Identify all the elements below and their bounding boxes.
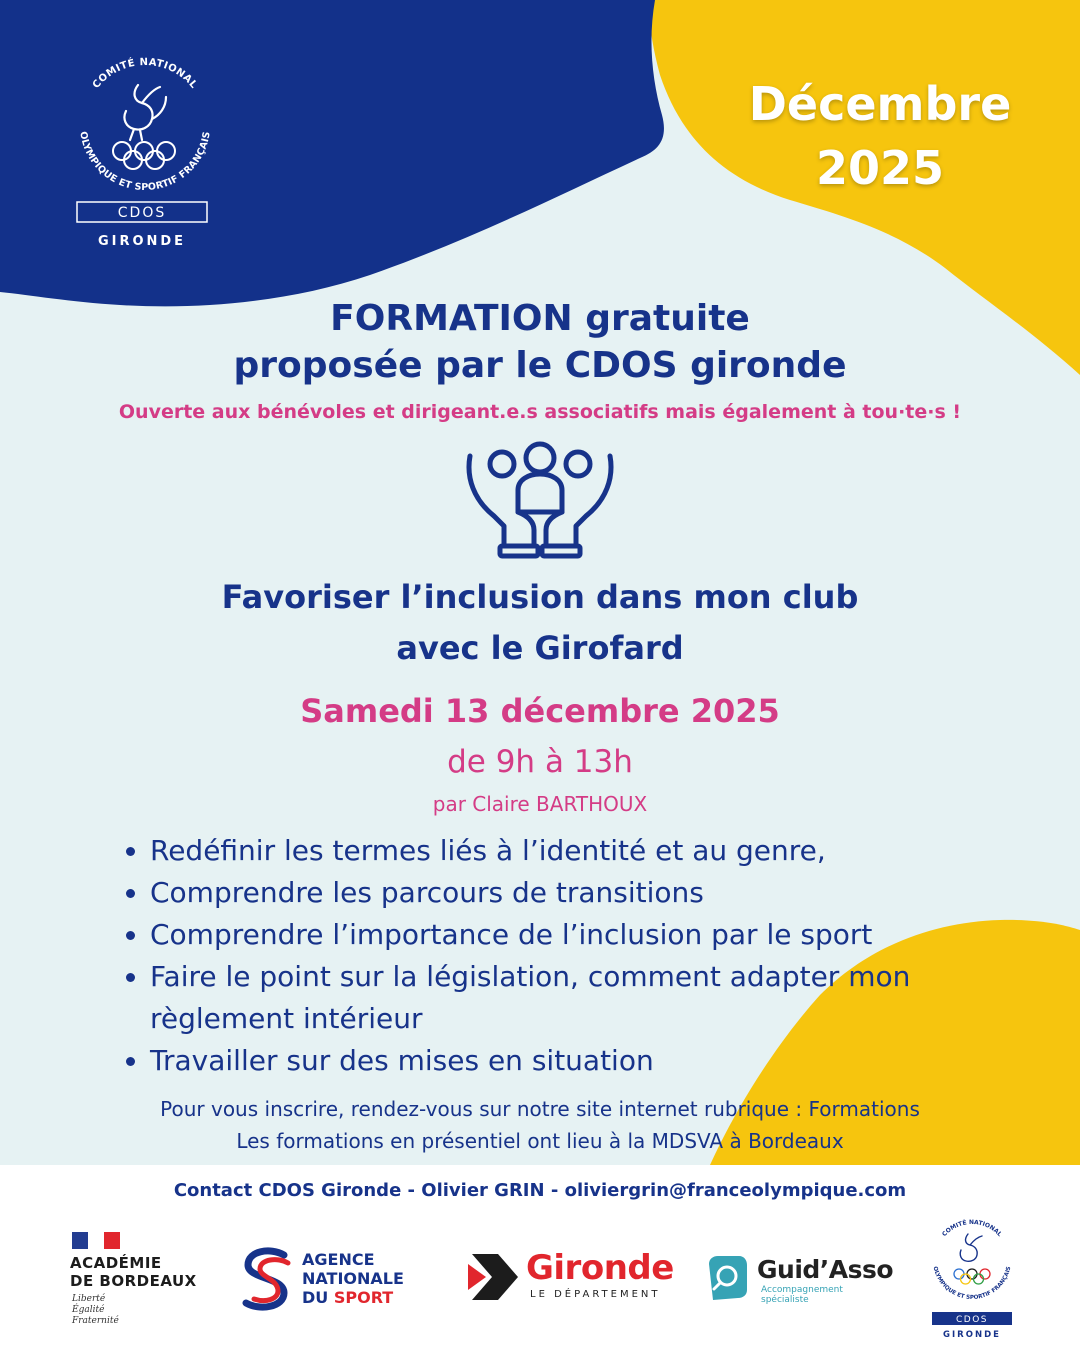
gironde-subtitle: LE DÉPARTEMENT [530,1289,661,1300]
gironde-arrow-icon [468,1250,520,1304]
cdos-gironde-logo-footer [928,1212,1016,1340]
magnifier-icon [703,1254,749,1302]
footer-logo-region-text: GIRONDE [943,1330,1001,1340]
gironde-departement-logo [468,1248,678,1308]
session-trainer: par Claire BARTHOUX [432,792,648,816]
logo-box-text: CDOS [117,205,167,221]
topic-line-2: avec le Girofard [396,629,684,667]
ans-line-3-sport: SPORT [333,1288,394,1307]
agence-nationale-sport-logo [240,1245,430,1315]
list-item: • Faire le point sur la législation, comment adapter mon règlement intérieur [150,956,1050,1040]
list-item: • Comprendre l’importance de l’inclusion par le sport [150,914,1050,956]
month-year-label [740,72,1020,200]
audience-note: Ouverte aux bénévoles et dirigeant.e.s associatifs mais également à tou·te·s ! [118,401,962,423]
logo-region-text: GIRONDE [97,234,187,249]
topic-line-1: Favoriser l’inclusion dans mon club [221,578,859,616]
motto-fraternite: Fraternité [72,1316,119,1326]
guidasso-name: Guid’Asso [757,1255,894,1284]
ans-line-3 [302,1289,393,1306]
svg-text:COMITÉ NATIONAL: COMITÉ NATIONAL [90,56,200,91]
session-time: de 9h à 13h [447,744,633,780]
inscription-info: Pour vous inscrire, rendez-vous sur notre site internet rubrique : Formations [160,1097,920,1121]
ans-line-3-du: DU [302,1288,334,1307]
motto-egalite: Égalité [72,1305,105,1315]
guidasso-subtitle: Accompagnement spécialiste [761,1285,843,1305]
cdos-gironde-logo [70,45,220,250]
ans-s-icon [240,1247,292,1311]
footer-logo-box-text: CDOS [955,1315,989,1325]
guidasso-logo [703,1250,894,1310]
list-item: • Comprendre les parcours de transitions [150,872,1050,914]
year-label: 2025 [815,141,945,195]
svg-text:COMITÉ NATIONAL: COMITÉ NATIONAL [940,1218,1004,1238]
list-item: • Redéfinir les termes liés à l’identité et au genre, [150,830,1050,872]
academie-line-1: ACADÉMIE [70,1254,162,1272]
objectives-list [112,830,1050,1082]
session-date: Samedi 13 décembre 2025 [300,692,780,730]
ans-line-2: NATIONALE [302,1269,404,1288]
french-flag-icon [72,1232,120,1249]
inclusion-hands-people-icon [460,438,620,563]
location-info: Les formations en présentiel ont lieu à la MDSVA à Bordeaux [236,1129,844,1153]
headline-line-2: proposée par le CDOS gironde [233,345,847,386]
academie-line-2: DE BORDEAUX [70,1272,197,1290]
month-label: Décembre [748,77,1012,131]
svg-text:OLYMPIQUE ET SPORTIF FRANÇAIS: OLYMPIQUE ET SPORTIF FRANÇAIS [77,130,213,194]
svg-text:OLYMPIQUE ET SPORTIF FRANÇAIS: OLYMPIQUE ET SPORTIF FRANÇAIS [931,1265,1013,1302]
headline-line-1: FORMATION gratuite [330,298,750,339]
motto-liberte: Liberté [72,1294,106,1304]
academie-bordeaux-logo [70,1230,210,1330]
contact-line: Contact CDOS Gironde - Olivier GRIN - oliviergrin@franceolympique.com [173,1180,907,1201]
gironde-name: Gironde [526,1248,674,1288]
list-item: • Travailler sur des mises en situation [150,1040,1050,1082]
ans-line-1: AGENCE [302,1250,375,1269]
